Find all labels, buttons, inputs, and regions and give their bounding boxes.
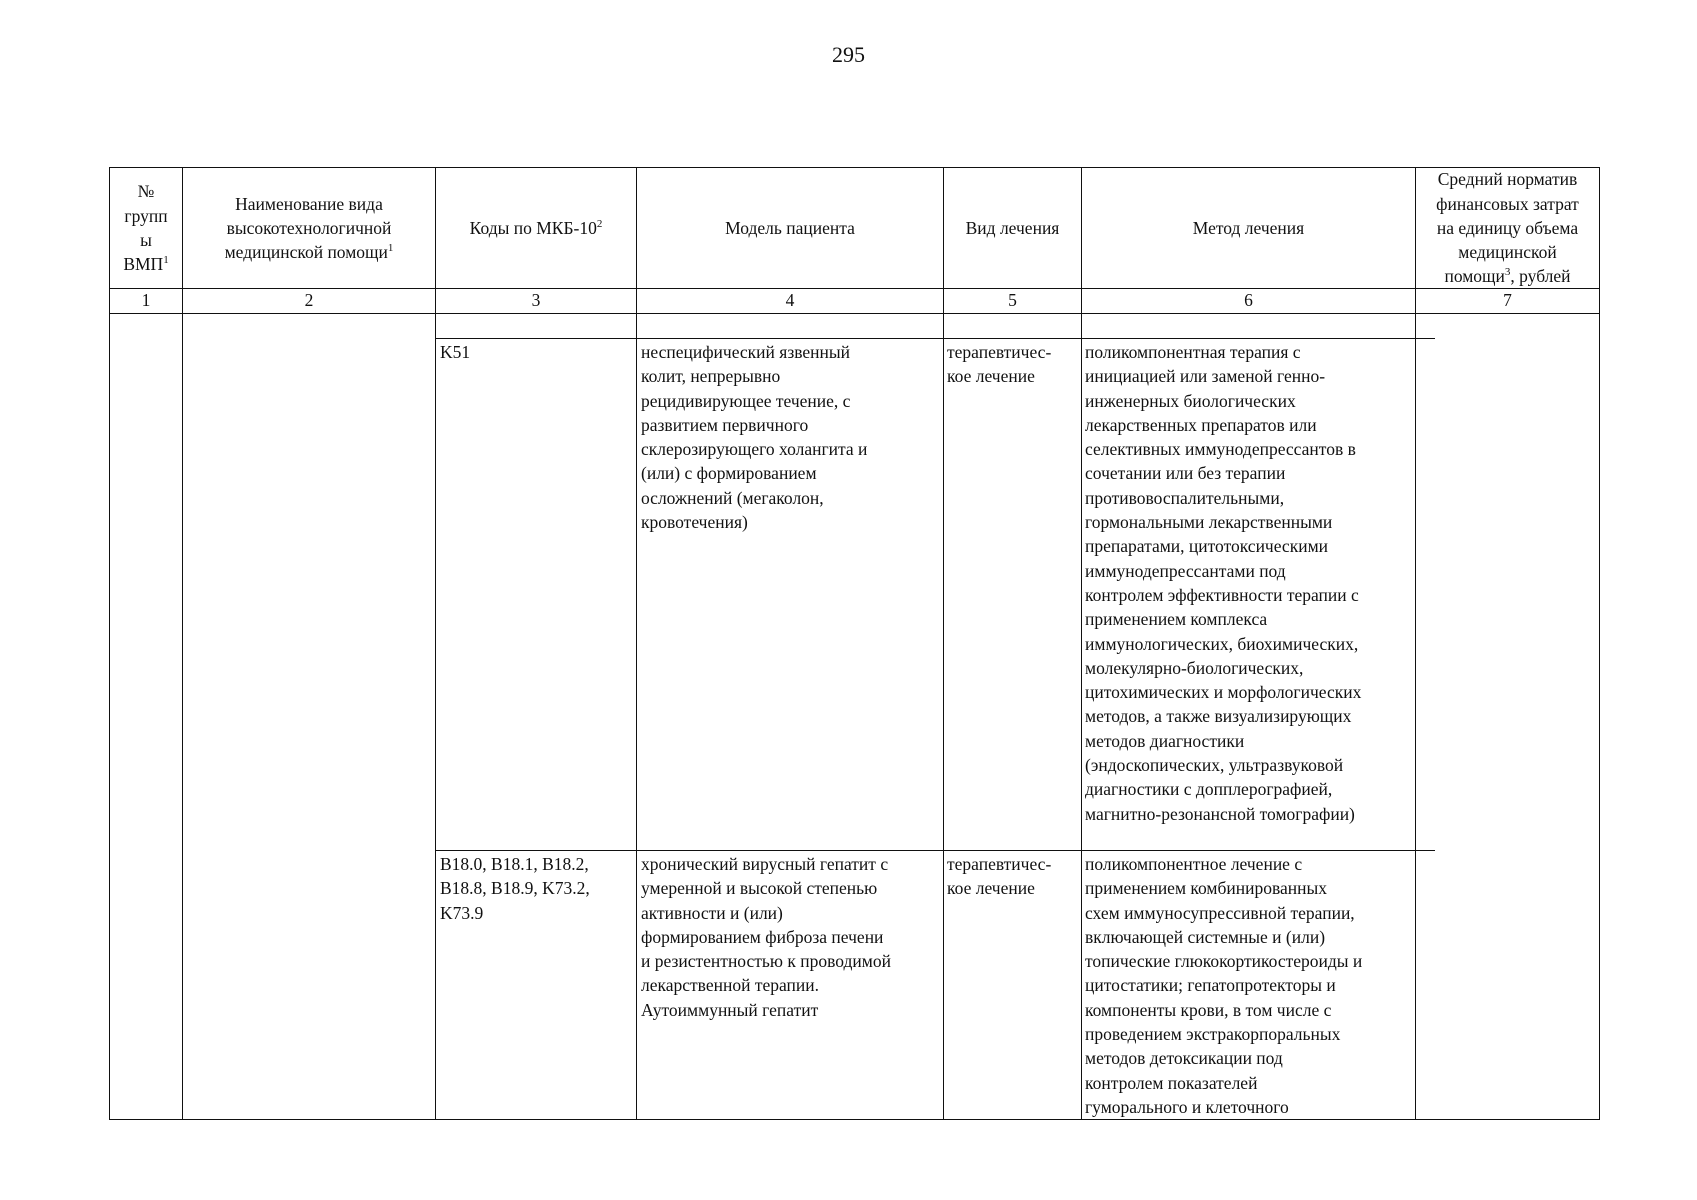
colnum-6: 6 bbox=[1244, 290, 1253, 310]
header-treatment-method: Метод лечения bbox=[1192, 217, 1305, 238]
header-patient-model: Модель пациента bbox=[725, 217, 855, 238]
row1-icd-codes: K51 bbox=[440, 342, 471, 362]
row1-treatment-type: терапевтичес- кое лечение bbox=[947, 342, 1052, 387]
row2-treatment-type: терапевтичес- кое лечение bbox=[947, 854, 1052, 899]
row2-top-border bbox=[435, 850, 1435, 851]
header-group-number: № групп ы ВМП$^1$ bbox=[123, 181, 169, 275]
colnum-5: 5 bbox=[1008, 290, 1017, 310]
header-icd-codes: Коды по МКБ-$10^2$ bbox=[469, 217, 603, 238]
row1-patient-model: неспецифический язвенный колит, непрерывно рецидивирующее течение, с развитием первичного склерозирующего холангита и (или) с формированием осложнений (мегаколон, кровотечения) bbox=[641, 342, 868, 533]
row2-treatment-method: поликомпонентное лечение с применением комбинированных схем иммуносупрессивной терапии, включающей системные и (или) топические глюкокортикостероиды и цитостатики; гепатопротекторы и компоненты крови, в том числе с проведением экстракорпоральных методов детоксикации под контролем показателей гуморального и клеточного bbox=[1085, 854, 1363, 1117]
header-treatment-type: Вид лечения bbox=[965, 217, 1060, 238]
page-number: 295 bbox=[832, 42, 865, 67]
colnum-7: 7 bbox=[1503, 290, 1512, 310]
col-border-7 bbox=[1599, 167, 1600, 1120]
header-financial-standard: Средний норматив финансовых затрат на единицу объема медицинской помощи$^3$, рублей bbox=[1436, 169, 1579, 287]
row1-treatment-method: поликомпонентная терапия с инициацией или заменой генно- инженерных биологических лекарственных препаратов или селективных иммунодепрессантов в сочетании или без терапии противовоспалительными, гормональными лекарственными препаратами, цитотоксическими иммунодепрессантами под контролем эффективности терапии с применением комплекса иммунологических, биохимических, молекулярно-биологических, цитохимических и морфологических методов, а также визуализирующих методов диагностики (эндоскопических, ультразвуковой диагностики с допплерографией, магнитно-резонансной томографии) bbox=[1085, 342, 1362, 824]
row1-top-border bbox=[435, 338, 1435, 339]
row2-patient-model: хронический вирусный гепатит с умеренной и высокой степенью активности и (или) формированием фиброза печени и резистентностью к проводимой лекарственной терапии. Аутоиммунный гепатит bbox=[641, 854, 891, 1020]
colnum-1: 1 bbox=[141, 290, 151, 310]
colnum-4: 4 bbox=[785, 290, 795, 310]
header-care-type-name: Наименование вида высокотехнологичной медицинской помощи$^1$ bbox=[224, 193, 394, 263]
colnum-bottom-border bbox=[109, 313, 1600, 314]
colnum-2: 2 bbox=[304, 290, 314, 310]
colnum-3: 3 bbox=[531, 290, 541, 310]
row2-icd-codes: B18.0, B18.1, B18.2, B18.8, B18.9, K73.2, K73.9 bbox=[440, 854, 590, 923]
